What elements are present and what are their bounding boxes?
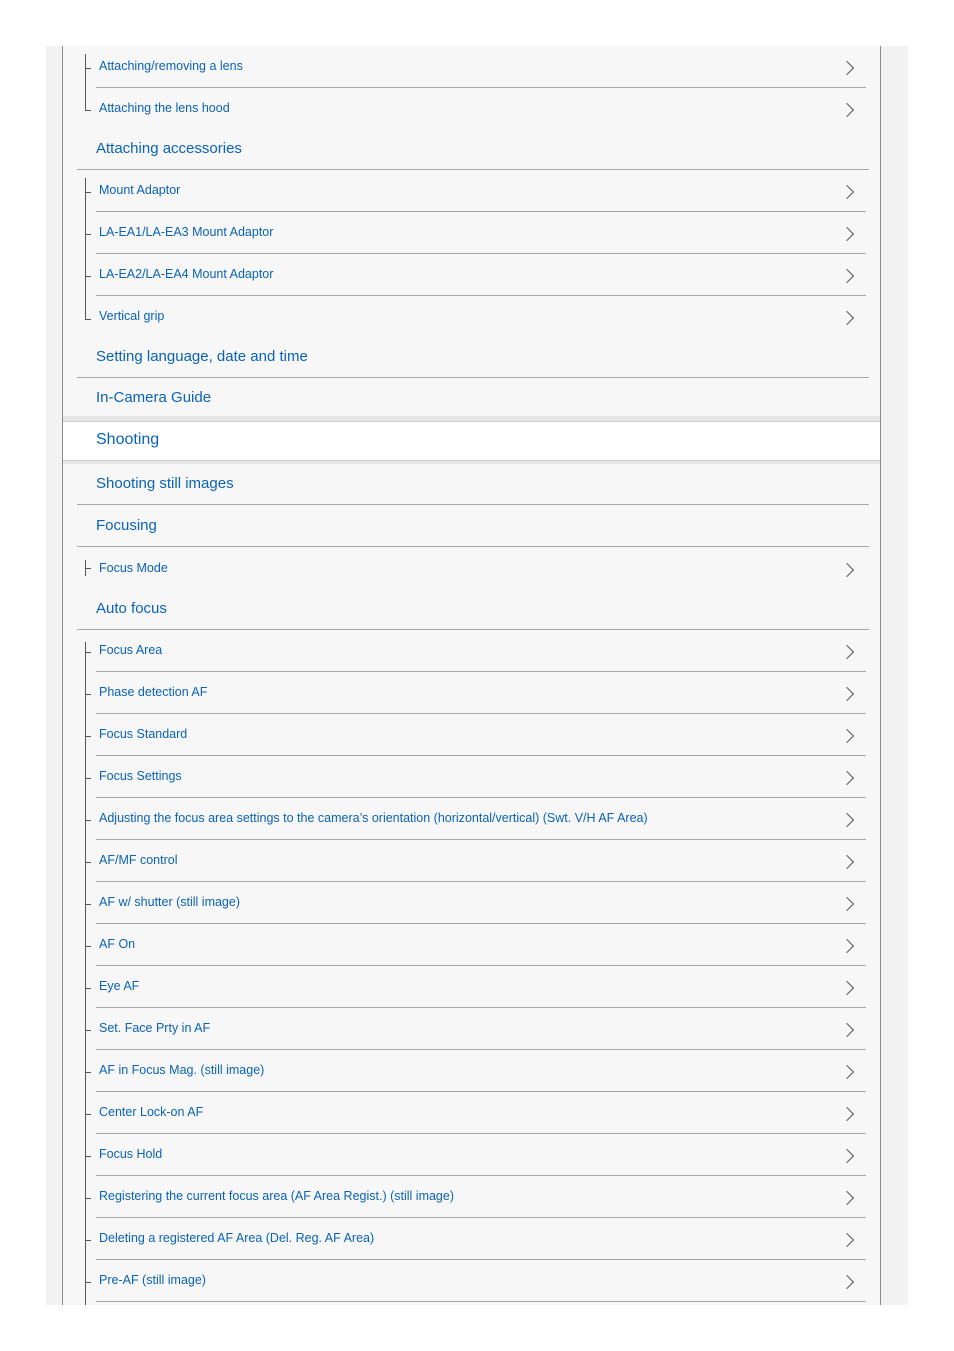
tree-branch bbox=[85, 694, 91, 695]
list-item-label[interactable]: LA-EA1/LA-EA3 Mount Adaptor bbox=[99, 225, 274, 239]
divider bbox=[96, 87, 866, 88]
divider bbox=[77, 629, 869, 630]
tree-branch bbox=[85, 1072, 91, 1073]
tree-branch bbox=[85, 1282, 91, 1283]
divider bbox=[96, 253, 866, 254]
section-title-box[interactable] bbox=[63, 421, 880, 461]
divider bbox=[96, 881, 866, 882]
section-band bbox=[63, 416, 880, 464]
tree-branch bbox=[85, 862, 91, 863]
tree-connector bbox=[85, 178, 86, 320]
chevron-right-icon[interactable] bbox=[840, 269, 854, 283]
divider bbox=[96, 1175, 866, 1176]
chevron-right-icon[interactable] bbox=[840, 1233, 854, 1247]
chevron-right-icon[interactable] bbox=[840, 645, 854, 659]
tree-branch bbox=[85, 319, 91, 320]
tree-branch bbox=[85, 1030, 91, 1031]
tree-branch bbox=[85, 1198, 91, 1199]
tree-branch bbox=[85, 192, 91, 193]
list-item-label[interactable]: Attaching the lens hood bbox=[99, 101, 230, 115]
list-item-label[interactable]: Pre-AF (still image) bbox=[99, 1273, 206, 1287]
list-item-label[interactable]: AF in Focus Mag. (still image) bbox=[99, 1063, 265, 1077]
section-heading[interactable]: Shooting still images bbox=[96, 475, 234, 492]
divider bbox=[96, 713, 866, 714]
divider bbox=[96, 671, 866, 672]
tree-branch bbox=[85, 652, 91, 653]
page-frame bbox=[46, 46, 908, 1305]
tree-connector bbox=[85, 54, 86, 110]
chevron-right-icon[interactable] bbox=[840, 227, 854, 241]
chevron-right-icon[interactable] bbox=[840, 687, 854, 701]
chevron-right-icon[interactable] bbox=[840, 897, 854, 911]
list-item-label[interactable]: Adjusting the focus area settings to the camera’s orientation (horizontal/vertical) (Swt. V/H AF Area) bbox=[99, 811, 648, 825]
chevron-right-icon[interactable] bbox=[840, 771, 854, 785]
chevron-right-icon[interactable] bbox=[840, 1107, 854, 1121]
list-item-label[interactable]: Focus Standard bbox=[99, 727, 188, 741]
list-item-label[interactable]: Focus Area bbox=[99, 643, 163, 657]
list-item-label[interactable]: AF w/ shutter (still image) bbox=[99, 895, 241, 909]
list-item-label[interactable]: Focus Settings bbox=[99, 769, 182, 783]
divider bbox=[96, 295, 866, 296]
tree-branch bbox=[85, 778, 91, 779]
divider bbox=[96, 1259, 866, 1260]
chevron-right-icon[interactable] bbox=[840, 311, 854, 325]
chevron-right-icon[interactable] bbox=[840, 813, 854, 827]
divider bbox=[96, 755, 866, 756]
section-heading[interactable]: Attaching accessories bbox=[96, 140, 242, 157]
tree-branch bbox=[85, 904, 91, 905]
list-item-label[interactable]: Eye AF bbox=[99, 979, 140, 993]
divider bbox=[96, 1091, 866, 1092]
chevron-right-icon[interactable] bbox=[840, 1275, 854, 1289]
tree-branch bbox=[85, 68, 91, 69]
list-item-label[interactable]: Registering the current focus area (AF Area Regist.) (still image) bbox=[99, 1189, 454, 1203]
chevron-right-icon[interactable] bbox=[840, 1023, 854, 1037]
list-item-label[interactable]: AF On bbox=[99, 937, 136, 951]
chevron-right-icon[interactable] bbox=[840, 185, 854, 199]
list-item-label[interactable]: AF/MF control bbox=[99, 853, 178, 867]
tree-branch bbox=[85, 820, 91, 821]
tree-branch bbox=[85, 276, 91, 277]
divider bbox=[77, 546, 869, 547]
list-item-label[interactable]: LA-EA2/LA-EA4 Mount Adaptor bbox=[99, 267, 274, 281]
chevron-right-icon[interactable] bbox=[840, 1065, 854, 1079]
chevron-right-icon[interactable] bbox=[840, 1149, 854, 1163]
divider bbox=[96, 1007, 866, 1008]
chevron-right-icon[interactable] bbox=[840, 939, 854, 953]
tree-branch bbox=[85, 988, 91, 989]
tree-branch bbox=[85, 946, 91, 947]
list-item-label[interactable]: Phase detection AF bbox=[99, 685, 208, 699]
tree-branch bbox=[85, 568, 91, 569]
chevron-right-icon[interactable] bbox=[840, 103, 854, 117]
chevron-right-icon[interactable] bbox=[840, 563, 854, 577]
section-heading[interactable]: Setting language, date and time bbox=[96, 348, 308, 365]
tree-branch bbox=[85, 736, 91, 737]
chevron-right-icon[interactable] bbox=[840, 855, 854, 869]
list-item-label[interactable]: Attaching/removing a lens bbox=[99, 59, 243, 73]
divider bbox=[96, 1301, 866, 1302]
divider bbox=[96, 965, 866, 966]
list-item-label[interactable]: Set. Face Prty in AF bbox=[99, 1021, 211, 1035]
divider bbox=[96, 211, 866, 212]
section-heading[interactable]: Focusing bbox=[96, 517, 157, 534]
divider bbox=[96, 1133, 866, 1134]
tree-connector bbox=[85, 642, 86, 1305]
divider bbox=[96, 839, 866, 840]
list-item-label[interactable]: Vertical grip bbox=[99, 309, 165, 323]
chevron-right-icon[interactable] bbox=[840, 981, 854, 995]
tree-branch bbox=[85, 234, 91, 235]
divider bbox=[77, 504, 869, 505]
divider bbox=[96, 1049, 866, 1050]
divider bbox=[77, 377, 869, 378]
chevron-right-icon[interactable] bbox=[840, 729, 854, 743]
tree-branch bbox=[85, 1114, 91, 1115]
chevron-right-icon[interactable] bbox=[840, 1191, 854, 1205]
section-heading[interactable]: In-Camera Guide bbox=[96, 389, 212, 406]
toc-panel bbox=[62, 46, 881, 1305]
list-item-label[interactable]: Center Lock-on AF bbox=[99, 1105, 204, 1119]
tree-branch bbox=[85, 1240, 91, 1241]
chevron-right-icon[interactable] bbox=[840, 61, 854, 75]
list-item-label[interactable]: Focus Mode bbox=[99, 561, 168, 575]
list-item-label[interactable]: Deleting a registered AF Area (Del. Reg. AF Area) bbox=[99, 1231, 375, 1245]
section-title[interactable]: Shooting bbox=[96, 431, 160, 448]
divider bbox=[96, 797, 866, 798]
divider bbox=[96, 1217, 866, 1218]
list-item-label[interactable]: Focus Hold bbox=[99, 1147, 163, 1161]
list-item-label[interactable]: Mount Adaptor bbox=[99, 183, 181, 197]
divider bbox=[96, 923, 866, 924]
tree-branch bbox=[85, 110, 91, 111]
tree-branch bbox=[85, 1156, 91, 1157]
divider bbox=[77, 169, 869, 170]
section-heading[interactable]: Auto focus bbox=[96, 600, 167, 617]
